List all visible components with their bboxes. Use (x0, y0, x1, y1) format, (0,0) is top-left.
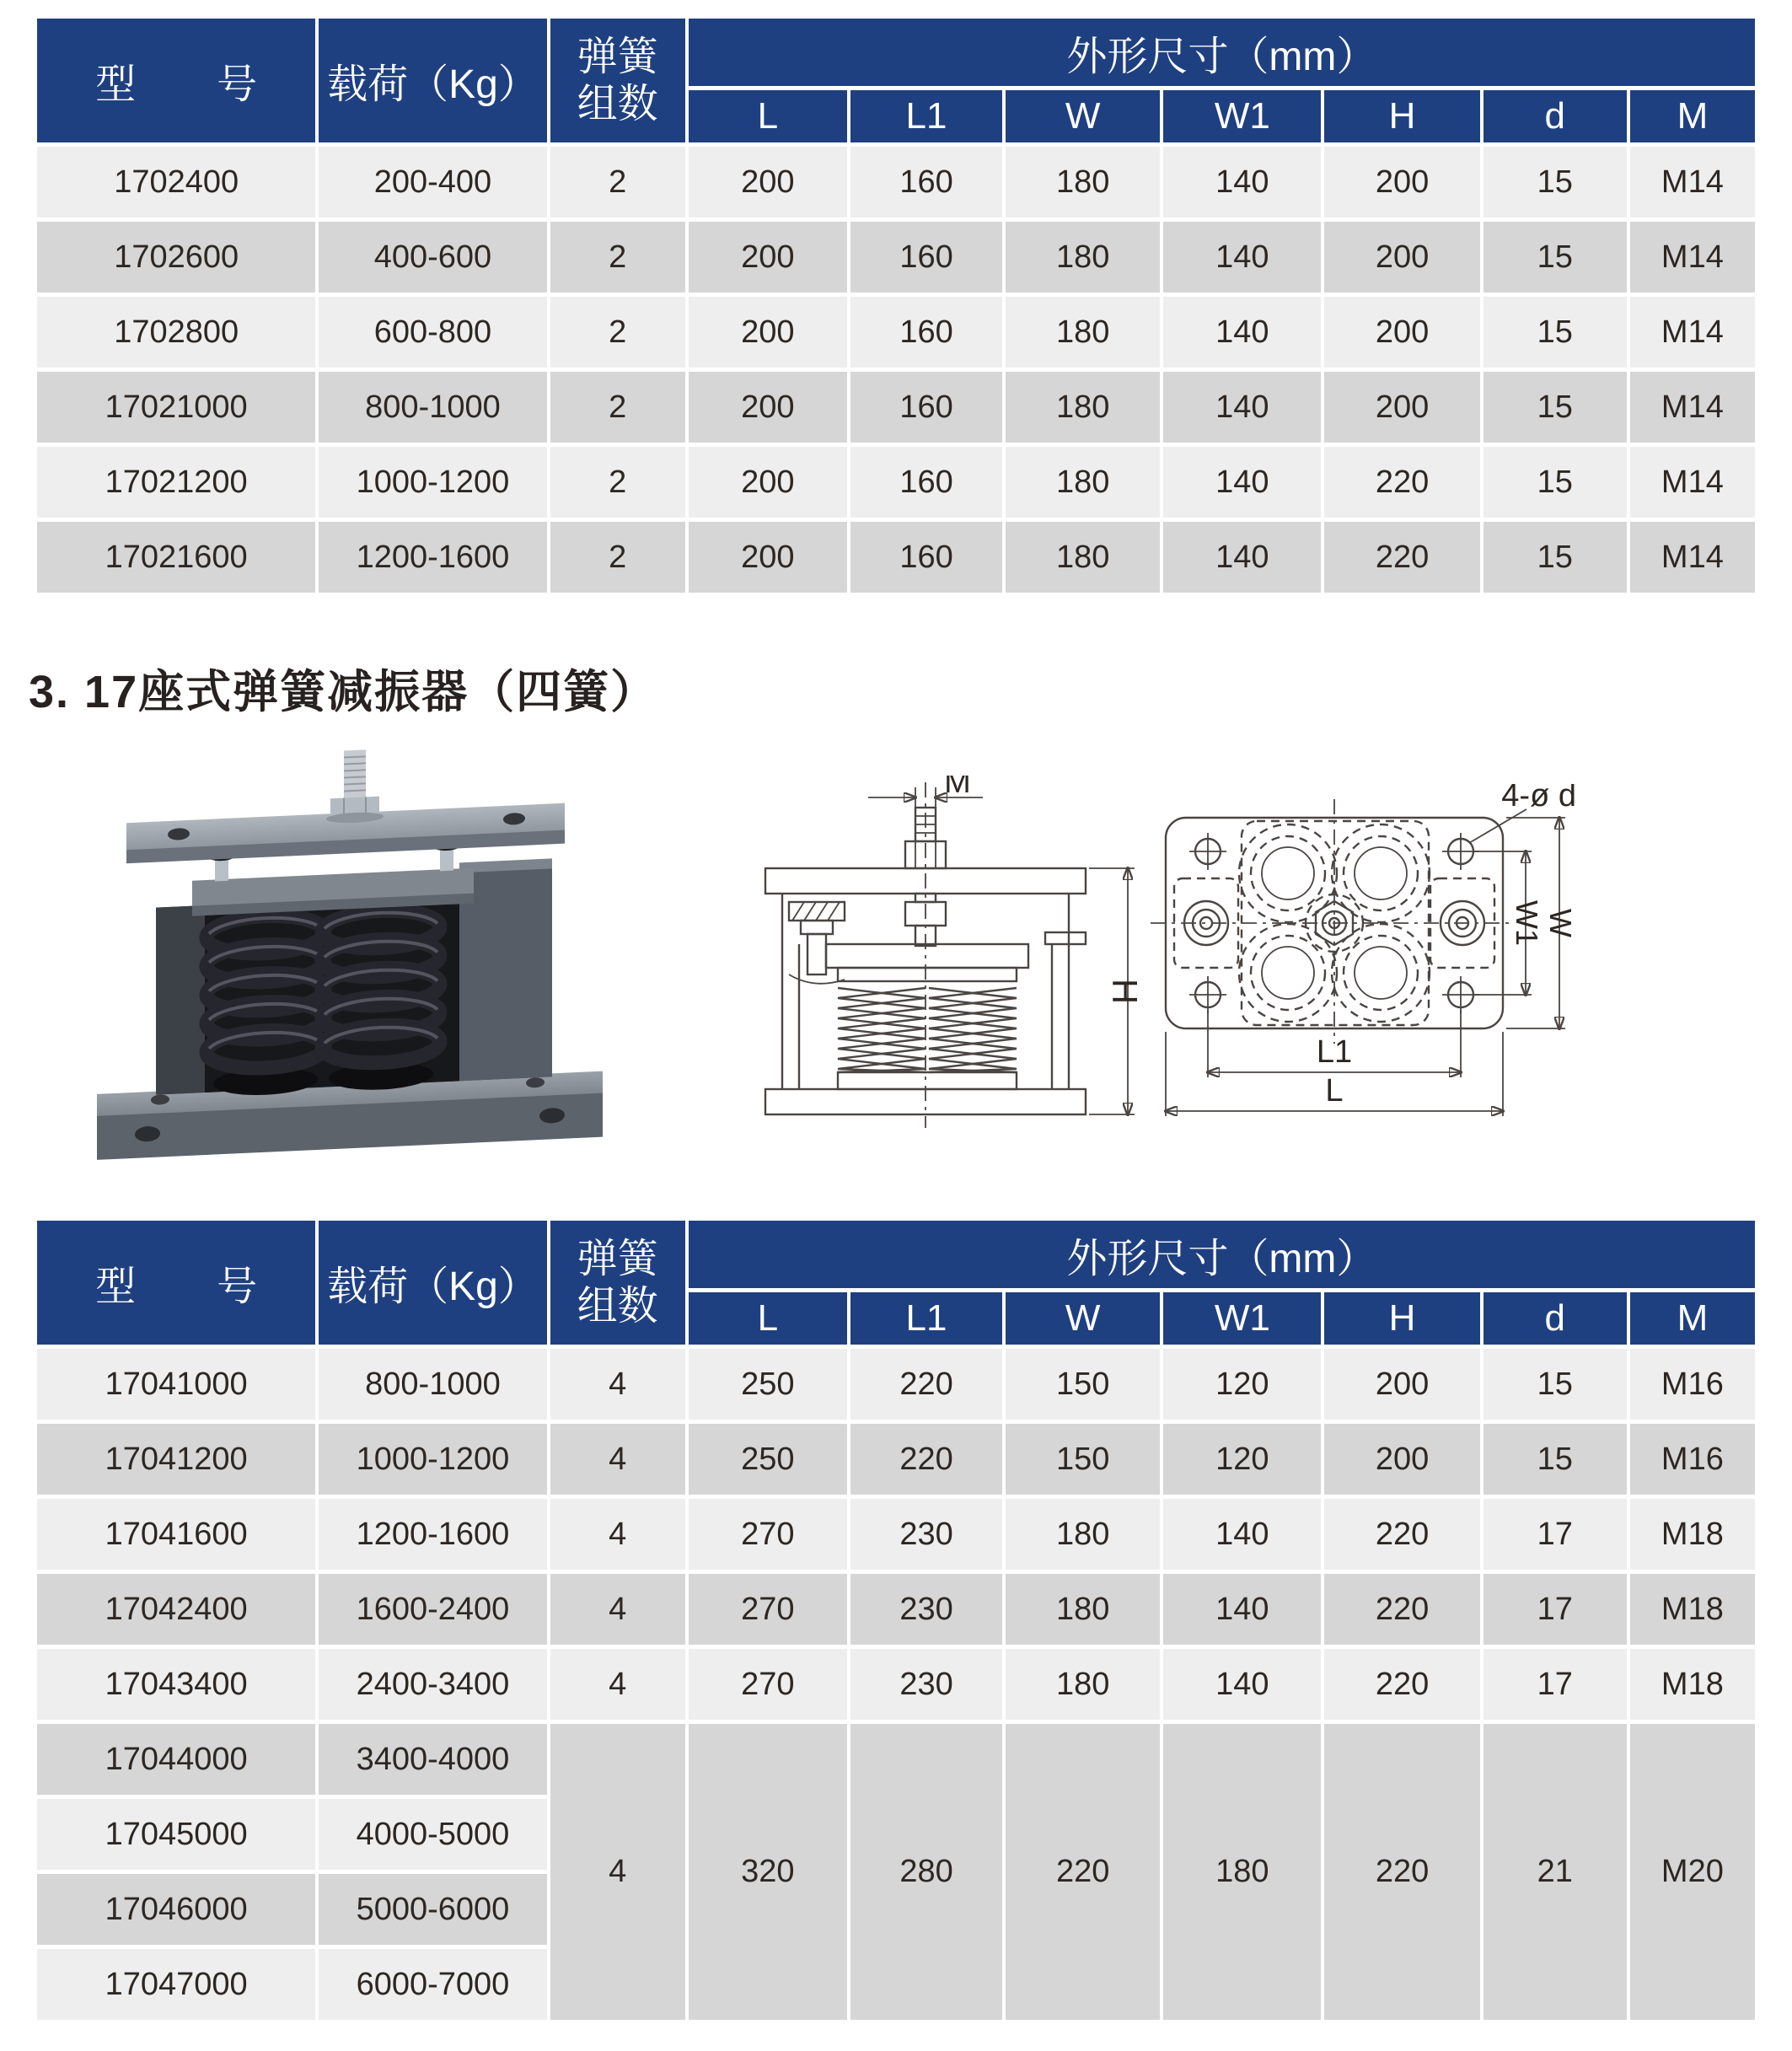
cell: 120 (1163, 1349, 1321, 1420)
cell: 180 (1006, 1649, 1160, 1720)
product-photo (76, 738, 636, 1180)
table-row (37, 1349, 1755, 1420)
cell: 140 (1163, 522, 1321, 593)
header-spring-groups (550, 1221, 685, 1345)
label-M: M (944, 776, 971, 800)
cell: 200 (1324, 297, 1479, 368)
cell: 4 (550, 1649, 685, 1720)
cell: 17047000 (37, 1949, 315, 2020)
spring-outline (838, 988, 1017, 1072)
product-photo-art (76, 738, 636, 1180)
table-row (37, 1424, 1755, 1495)
cell: 200 (1324, 1349, 1479, 1420)
cell: 17043400 (37, 1649, 315, 1720)
merged-cell-L1: 280 (850, 1724, 1002, 2020)
table-row (37, 372, 1755, 443)
cell: 160 (850, 222, 1002, 293)
header-dim-L: L (689, 1292, 847, 1345)
cell: 4000-5000 (319, 1799, 546, 1870)
cell: 17 (1483, 1499, 1627, 1570)
side-view-drawing (742, 776, 1146, 1138)
limit-bolt-bracket (789, 902, 845, 984)
cell: 150 (1006, 1349, 1160, 1420)
cell: 17042400 (37, 1574, 315, 1645)
cell: 600-800 (319, 297, 546, 368)
table-row (37, 222, 1755, 293)
cell: 4 (550, 1499, 685, 1570)
cell: 1200-1600 (319, 522, 546, 593)
cell: 160 (850, 147, 1002, 217)
cell: 17041200 (37, 1424, 315, 1495)
cell: 1702800 (37, 297, 315, 368)
table-row (37, 297, 1755, 368)
header-spring-line2: 组数 (577, 1283, 658, 1329)
cell: 200 (689, 372, 847, 443)
cell: 15 (1483, 372, 1627, 443)
table-row (37, 522, 1755, 593)
cell: M16 (1630, 1349, 1755, 1420)
cell: 15 (1483, 1349, 1627, 1420)
cell: 200 (1324, 222, 1479, 293)
cell: 1600-2400 (319, 1574, 546, 1645)
cell: 15 (1483, 297, 1627, 368)
cell: M18 (1630, 1499, 1755, 1570)
cell: M14 (1630, 297, 1755, 368)
cell: 1000-1200 (319, 1424, 546, 1495)
cell: 200 (689, 447, 847, 518)
dimension-H (1089, 868, 1145, 1114)
merged-cell-M: M20 (1630, 1724, 1755, 2020)
header-spring-line1: 弹簧 (577, 1237, 658, 1282)
cell: 200 (689, 222, 847, 293)
cell: 140 (1163, 147, 1321, 217)
cell: 17 (1483, 1649, 1627, 1720)
cell: 2400-3400 (319, 1649, 546, 1720)
cell: M18 (1630, 1574, 1755, 1645)
label-L: L (1325, 1073, 1344, 1109)
cell: 200 (689, 297, 847, 368)
cell: 220 (1324, 1499, 1479, 1570)
merged-cell-H: 220 (1324, 1724, 1479, 2020)
cell: 140 (1163, 447, 1321, 518)
cell: 220 (1324, 1649, 1479, 1720)
cell: 220 (850, 1349, 1002, 1420)
cell: 1000-1200 (319, 447, 546, 518)
cell: 250 (689, 1424, 847, 1495)
inner-plate-lip (838, 968, 1017, 981)
table-row (37, 1649, 1755, 1720)
header-dim-W1: W1 (1163, 1292, 1321, 1345)
cell: 400-600 (319, 222, 546, 293)
table2-section (34, 1216, 1758, 2024)
cell: 160 (850, 372, 1002, 443)
cell: M16 (1630, 1424, 1755, 1495)
inner-plate-outline (826, 944, 1028, 968)
header-dim-W: W (1006, 90, 1160, 142)
header-dim-L1: L1 (850, 90, 1002, 142)
cell: 1200-1600 (319, 1499, 546, 1570)
cell: 270 (689, 1649, 847, 1720)
cell: 220 (1324, 1574, 1479, 1645)
cell: M14 (1630, 147, 1755, 217)
cell: 2 (550, 372, 685, 443)
merged-cell-W1: 180 (1163, 1724, 1321, 2020)
cell: M14 (1630, 522, 1755, 593)
cell: 1702600 (37, 222, 315, 293)
spring-seat (838, 1072, 1017, 1089)
cell: 200 (1324, 1424, 1479, 1495)
header-load: 载荷（Kg） (319, 19, 546, 142)
cell: 180 (1006, 447, 1160, 518)
header-spring-line1: 弹簧 (577, 35, 658, 80)
cell: 200-400 (319, 147, 546, 217)
cell: 15 (1483, 447, 1627, 518)
header-dim-M: M (1630, 90, 1755, 142)
adjusting-bolt (326, 749, 384, 824)
cell: 140 (1163, 372, 1321, 443)
table-row (37, 1724, 1755, 1795)
cell: 150 (1006, 1424, 1160, 1495)
cell: 180 (1006, 222, 1160, 293)
cell: 200 (1324, 147, 1479, 217)
cell: 4 (550, 1574, 685, 1645)
cell: 5000-6000 (319, 1874, 546, 1945)
cell: 180 (1006, 1574, 1160, 1645)
right-step (1045, 932, 1086, 944)
cell: 17 (1483, 1574, 1627, 1645)
cell: 15 (1483, 222, 1627, 293)
cell: 230 (850, 1499, 1002, 1570)
header-dim-W1: W1 (1163, 90, 1321, 142)
hole-callout (1469, 784, 1576, 843)
header-dim-d: d (1483, 1292, 1627, 1345)
cell: 220 (1324, 522, 1479, 593)
cell: 220 (850, 1424, 1002, 1495)
label-L1: L1 (1316, 1034, 1353, 1070)
header-dimensions-group: 外形尺寸（mm） (689, 19, 1755, 86)
header-dim-d: d (1483, 90, 1627, 142)
cell: 140 (1163, 1574, 1321, 1645)
cell: 230 (850, 1649, 1002, 1720)
cell: 4 (550, 1349, 685, 1420)
cell: 160 (850, 522, 1002, 593)
cell: 17021200 (37, 447, 315, 518)
cell: M14 (1630, 447, 1755, 518)
damper-assembly (97, 739, 603, 1160)
cell: 140 (1163, 1499, 1321, 1570)
cell: 180 (1006, 1499, 1160, 1570)
header-model: 型 号 (37, 19, 315, 142)
cell: 230 (850, 1574, 1002, 1645)
label-4-od: 4-ø d (1501, 784, 1576, 813)
merged-cell-W: 220 (1006, 1724, 1160, 2020)
cell: 15 (1483, 147, 1627, 217)
cell: M18 (1630, 1649, 1755, 1720)
cell: 180 (1006, 297, 1160, 368)
cell: 15 (1483, 1424, 1627, 1495)
header-dim-M: M (1630, 1292, 1755, 1345)
merged-cell-L: 320 (689, 1724, 847, 2020)
label-W1: W1 (1510, 900, 1544, 946)
spec-table-four-spring (34, 1216, 1758, 2024)
header-dim-W: W (1006, 1292, 1160, 1345)
top-view-drawing (1151, 784, 1585, 1138)
header-dim-H: H (1324, 90, 1479, 142)
cell: 17045000 (37, 1799, 315, 1870)
cell: 2 (550, 147, 685, 217)
cell: 3400-4000 (319, 1724, 546, 1795)
header-dim-L1: L1 (850, 1292, 1002, 1345)
header-dim-H: H (1324, 1292, 1479, 1345)
cell: 17046000 (37, 1874, 315, 1945)
cell: 17044000 (37, 1724, 315, 1795)
cell: M14 (1630, 222, 1755, 293)
table-row (37, 1574, 1755, 1645)
merged-cell-groups: 4 (550, 1724, 685, 2020)
cell: 6000-7000 (319, 1949, 546, 2020)
cell: 2 (550, 222, 685, 293)
top-view-art (1151, 784, 1585, 1138)
header-load: 载荷（Kg） (319, 1221, 546, 1345)
cell: 270 (689, 1499, 847, 1570)
table-row (37, 447, 1755, 518)
cell: 17041000 (37, 1349, 315, 1420)
table1-section (34, 14, 1758, 597)
cell: 2 (550, 447, 685, 518)
cell: 140 (1163, 222, 1321, 293)
cell: 180 (1006, 522, 1160, 593)
cell: 17021600 (37, 522, 315, 593)
table-row (37, 1499, 1755, 1570)
cell: 17041600 (37, 1499, 315, 1570)
cell: 200 (689, 522, 847, 593)
cell: 17021000 (37, 372, 315, 443)
cell: 200 (689, 147, 847, 217)
header-dim-L: L (689, 90, 847, 142)
header-spring-groups (550, 19, 685, 142)
merged-cell-d: 21 (1483, 1724, 1627, 2020)
cell: 250 (689, 1349, 847, 1420)
cell: 2 (550, 522, 685, 593)
spec-table-two-spring (34, 14, 1758, 597)
cell: 160 (850, 297, 1002, 368)
label-W: W (1543, 909, 1578, 937)
cell: 120 (1163, 1424, 1321, 1495)
label-H: H (1105, 978, 1145, 1005)
cell: 200 (1324, 372, 1479, 443)
section-title: 3. 17座式弹簧减振器（四簧） (29, 667, 658, 717)
cell: 1702400 (37, 147, 315, 217)
cell: 800-1000 (319, 1349, 546, 1420)
side-view-art (742, 776, 1146, 1138)
cell: 800-1000 (319, 372, 546, 443)
cell: 2 (550, 297, 685, 368)
header-spring-line2: 组数 (577, 81, 658, 126)
table-row (37, 147, 1755, 217)
cell: 15 (1483, 522, 1627, 593)
cell: 180 (1006, 372, 1160, 443)
cell: M14 (1630, 372, 1755, 443)
cell: 270 (689, 1574, 847, 1645)
cell: 220 (1324, 447, 1479, 518)
cell: 140 (1163, 297, 1321, 368)
cell: 140 (1163, 1649, 1321, 1720)
cell: 180 (1006, 147, 1160, 217)
header-model: 型 号 (37, 1221, 315, 1345)
cell: 4 (550, 1424, 685, 1495)
cell: 160 (850, 447, 1002, 518)
header-dimensions-group: 外形尺寸（mm） (689, 1221, 1755, 1288)
housing-left-wall (156, 905, 205, 1095)
